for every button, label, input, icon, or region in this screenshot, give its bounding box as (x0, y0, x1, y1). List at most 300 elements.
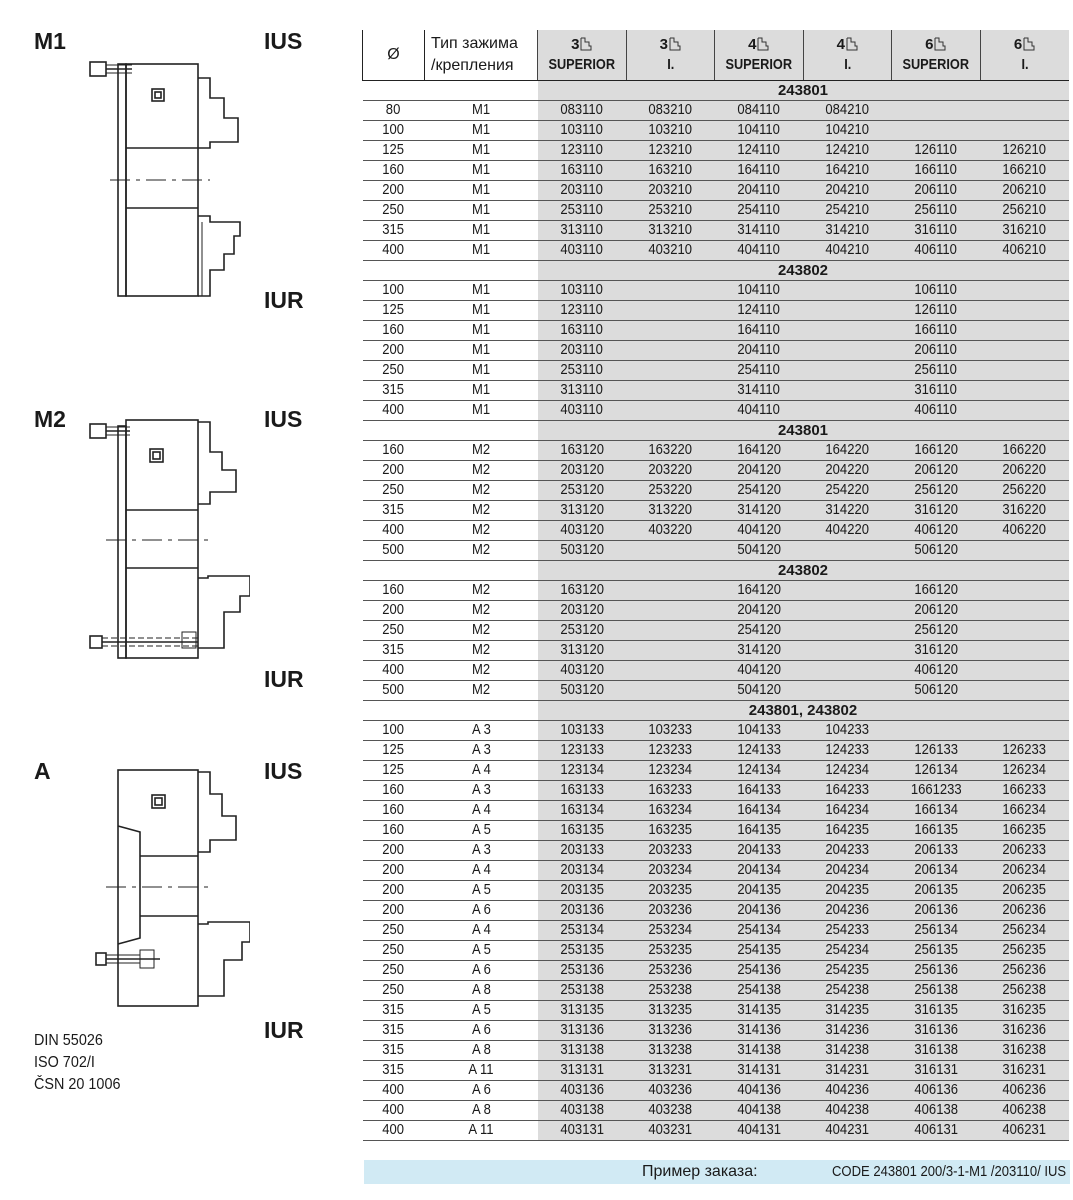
cell-text: M1 (471, 122, 491, 138)
code-cell (715, 361, 804, 381)
code-cell (626, 1101, 715, 1121)
cell-text: 206133 (913, 842, 958, 858)
code-cell (538, 1001, 627, 1021)
diameter-cell (363, 501, 425, 521)
code-cell (626, 281, 715, 301)
cell-text: 406231 (1002, 1122, 1047, 1138)
code-cell (892, 361, 981, 381)
table-row (363, 461, 1069, 481)
cell-text: 400 (382, 242, 405, 258)
code-cell (892, 901, 981, 921)
code-cell (803, 301, 892, 321)
cell-text: 254235 (825, 962, 870, 978)
cell-text: 254238 (825, 982, 870, 998)
diameter-cell (363, 441, 425, 461)
cell-text: 256235 (1002, 942, 1047, 958)
cell-text: 084210 (825, 102, 870, 118)
code-cell (538, 1041, 627, 1061)
code-cell (980, 1081, 1069, 1101)
table-group-header (363, 421, 1069, 441)
code-cell (626, 501, 715, 521)
cell-text: 203233 (648, 842, 693, 858)
table-group-header (363, 81, 1069, 101)
cell-text: 404110 (737, 242, 781, 258)
cell-text: 400 (382, 1102, 405, 1118)
jaw-count: 6 (1013, 36, 1023, 53)
diameter-cell (363, 921, 425, 941)
table-row (363, 781, 1069, 801)
code-cell (892, 881, 981, 901)
cell-text: M1 (471, 302, 491, 318)
code-cell (538, 901, 627, 921)
cell-text: 084110 (737, 102, 781, 118)
table-row (363, 521, 1069, 541)
code-cell (715, 401, 804, 421)
cell-text: 203120 (559, 462, 604, 478)
code-cell (626, 481, 715, 501)
chuck-drawing-m2 (80, 418, 250, 668)
cell-text: 315 (382, 382, 405, 398)
cell-text: 503120 (559, 682, 604, 698)
clamp-type-cell (425, 921, 538, 941)
cell-text: 313110 (560, 222, 604, 238)
code-cell (538, 341, 627, 361)
diameter-cell (363, 321, 425, 341)
cell-text: 104110 (737, 122, 781, 138)
code-cell (892, 801, 981, 821)
cell-text: 80 (386, 102, 401, 118)
jaw-count: 4 (836, 36, 845, 53)
cell-text: 160 (382, 802, 405, 818)
code-cell (980, 821, 1069, 841)
cell-text: 403210 (648, 242, 693, 258)
cell-text: 163120 (559, 582, 604, 598)
cell-text: 100 (382, 122, 405, 138)
cell-text: 100 (382, 722, 405, 738)
cell-text: 313120 (559, 502, 604, 518)
jaw-version: SUPERIOR (548, 56, 616, 73)
diameter-cell (363, 781, 425, 801)
cell-text: 400 (382, 1082, 405, 1098)
cell-text: 250 (382, 362, 405, 378)
cell-text: 206234 (1002, 862, 1047, 878)
code-cell (892, 381, 981, 401)
cell-text: M1 (471, 162, 491, 178)
cell-text: A 11 (468, 1122, 494, 1138)
code-cell (715, 141, 804, 161)
cell-text: 256110 (914, 202, 958, 218)
code-cell (803, 161, 892, 181)
cell-text: 254120 (736, 622, 781, 638)
code-cell (626, 381, 715, 401)
code-cell (892, 521, 981, 541)
code-cell (980, 761, 1069, 781)
cell-text: 406238 (1002, 1102, 1047, 1118)
code-cell (892, 921, 981, 941)
cell-text: 124233 (825, 742, 870, 758)
clamp-type-cell (425, 581, 538, 601)
code-cell (626, 301, 715, 321)
diameter-cell (363, 541, 425, 561)
table-row (363, 1021, 1069, 1041)
cell-text: 166120 (913, 442, 958, 458)
table-row (363, 161, 1069, 181)
cell-text: 1661233 (910, 782, 962, 798)
code-cell (803, 401, 892, 421)
cell-text: 206210 (1002, 182, 1047, 198)
cell-text: 200 (382, 882, 405, 898)
cell-text: 125 (382, 142, 405, 158)
table-row (363, 181, 1069, 201)
cell-text: M2 (471, 682, 491, 698)
code-cell (803, 681, 892, 701)
cell-text: A 3 (471, 722, 491, 738)
clamp-type-cell (425, 541, 538, 561)
clamp-type-cell (425, 281, 538, 301)
diameter-cell (363, 641, 425, 661)
cell-text: 254136 (736, 962, 781, 978)
cell-text: 403110 (560, 242, 604, 258)
cell-text: 253110 (560, 202, 604, 218)
code-cell (980, 981, 1069, 1001)
cell-text: A 6 (471, 1022, 491, 1038)
code-cell (892, 821, 981, 841)
jaw-count: 3 (659, 36, 668, 53)
code-cell (715, 981, 804, 1001)
diameter-cell (363, 721, 425, 741)
code-cell (715, 741, 804, 761)
code-cell (803, 361, 892, 381)
cell-text: 404131 (736, 1122, 781, 1138)
code-cell (803, 321, 892, 341)
cell-text: 204120 (736, 602, 781, 618)
clamp-type-cell (425, 161, 538, 181)
code-cell (626, 781, 715, 801)
cell-text: 403236 (648, 1082, 693, 1098)
cell-text: 316120 (913, 502, 958, 518)
code-cell (626, 841, 715, 861)
code-cell (980, 901, 1069, 921)
diameter-cell (363, 961, 425, 981)
code-cell (803, 141, 892, 161)
table-row (363, 801, 1069, 821)
cell-text: 126134 (913, 762, 958, 778)
code-cell (803, 221, 892, 241)
cell-text: 126133 (913, 742, 958, 758)
code-cell (626, 241, 715, 261)
code-cell (892, 181, 981, 201)
code-cell (626, 981, 715, 1001)
cell-text: 166134 (913, 802, 958, 818)
cell-text: 504120 (736, 682, 781, 698)
code-cell (538, 401, 627, 421)
code-cell (980, 641, 1069, 661)
cell-text: M2 (471, 462, 491, 478)
jaw-version: I. (843, 56, 851, 73)
table-row (363, 861, 1069, 881)
cell-text: 166234 (1002, 802, 1047, 818)
code-cell (892, 301, 981, 321)
code-cell (980, 721, 1069, 741)
code-cell (626, 681, 715, 701)
code-cell (715, 341, 804, 361)
code-cell (538, 241, 627, 261)
cell-text: 404136 (736, 1082, 781, 1098)
code-cell (980, 201, 1069, 221)
cell-text: 103210 (648, 122, 693, 138)
table-row (363, 921, 1069, 941)
cell-text: A 11 (468, 1062, 494, 1078)
ius-label-a: IUS (264, 758, 303, 784)
cell-text: M1 (471, 342, 491, 358)
cell-text: 403110 (560, 402, 604, 418)
cell-text: 163220 (648, 442, 693, 458)
cell-text: 314135 (736, 1002, 781, 1018)
iur-label-m2: IUR (264, 666, 304, 692)
code-cell (803, 881, 892, 901)
code-cell (980, 321, 1069, 341)
cell-text: 126110 (914, 302, 958, 318)
code-cell (538, 141, 627, 161)
diameter-cell (363, 401, 425, 421)
code-cell (892, 481, 981, 501)
diameter-cell (363, 1021, 425, 1041)
cell-text: M1 (471, 362, 491, 378)
cell-text: 250 (382, 922, 405, 938)
code-cell (715, 1081, 804, 1101)
jaw-version: SUPERIOR (725, 56, 793, 73)
cell-text: 403238 (648, 1102, 693, 1118)
clamp-type-cell (425, 121, 538, 141)
cell-text: 256120 (913, 622, 958, 638)
code-cell (803, 921, 892, 941)
column-header-6-i (980, 30, 1069, 81)
cell-text: 400 (382, 1122, 405, 1138)
code-cell (892, 1021, 981, 1041)
cell-text: M2 (471, 602, 491, 618)
code-cell (715, 761, 804, 781)
cell-text: 500 (382, 682, 405, 698)
cell-text: 256238 (1002, 982, 1047, 998)
cell-text: 406110 (914, 242, 958, 258)
cell-text: 166135 (913, 822, 958, 838)
code-cell (538, 761, 627, 781)
cell-text: 203136 (559, 902, 604, 918)
code-cell (538, 441, 627, 461)
cell-text: 404138 (736, 1102, 781, 1118)
code-cell (626, 601, 715, 621)
code-cell (803, 1041, 892, 1061)
code-cell (626, 821, 715, 841)
column-header-4-superior (715, 30, 804, 81)
cell-text: 314210 (825, 222, 870, 238)
code-cell (803, 941, 892, 961)
cell-text: M2 (471, 642, 491, 658)
code-cell (980, 621, 1069, 641)
cell-text: 200 (382, 862, 405, 878)
cell-text: A 6 (471, 1082, 491, 1098)
code-cell (538, 1061, 627, 1081)
cell-text: 164110 (737, 162, 781, 178)
clamp-type-cell (425, 461, 538, 481)
code-cell (626, 221, 715, 241)
code-cell (980, 181, 1069, 201)
code-cell (803, 741, 892, 761)
cell-text: 253120 (559, 482, 604, 498)
cell-text: 206235 (1002, 882, 1047, 898)
diameter-cell (363, 141, 425, 161)
diameter-cell (363, 181, 425, 201)
clamp-type-cell (425, 681, 538, 701)
code-cell (715, 201, 804, 221)
code-cell (980, 1041, 1069, 1061)
chuck-code-table (362, 30, 1069, 1141)
diameter-cell (363, 581, 425, 601)
code-cell (626, 961, 715, 981)
code-cell (892, 981, 981, 1001)
table-row (363, 981, 1069, 1001)
cell-text: 206120 (913, 462, 958, 478)
cell-text: M1 (471, 282, 491, 298)
diameter-cell (363, 221, 425, 241)
code-cell (538, 741, 627, 761)
cell-text: 403120 (559, 662, 604, 678)
table-row (363, 101, 1069, 121)
cell-text: 164235 (825, 822, 870, 838)
diameter-cell (363, 1121, 425, 1141)
code-cell (715, 681, 804, 701)
code-cell (715, 161, 804, 181)
code-cell (980, 881, 1069, 901)
diameter-cell (363, 481, 425, 501)
cell-text: 314220 (825, 502, 870, 518)
cell-text: 123133 (559, 742, 604, 758)
cell-text: 253136 (559, 962, 604, 978)
code-cell (803, 801, 892, 821)
code-cell (980, 921, 1069, 941)
cell-text: 403231 (648, 1122, 693, 1138)
clamp-type-cell (425, 1061, 538, 1081)
cell-text: 253110 (560, 362, 604, 378)
cell-text: 250 (382, 962, 405, 978)
group-title: 243802 (538, 561, 1069, 581)
cell-text: 124234 (825, 762, 870, 778)
cell-text: 204136 (736, 902, 781, 918)
code-cell (626, 1021, 715, 1041)
code-cell (715, 1001, 804, 1021)
diameter-cell (363, 1041, 425, 1061)
code-cell (626, 901, 715, 921)
cell-text: 204134 (736, 862, 781, 878)
code-cell (980, 681, 1069, 701)
cell-text: 200 (382, 182, 405, 198)
cell-text: 403138 (559, 1102, 604, 1118)
jaw-version: I. (1020, 56, 1029, 73)
cell-text: 206233 (1002, 842, 1047, 858)
cell-text: 126110 (914, 142, 958, 158)
code-cell (715, 1121, 804, 1141)
cell-text: 203134 (559, 862, 604, 878)
cell-text: M2 (471, 482, 491, 498)
code-cell (980, 801, 1069, 821)
table-row (363, 281, 1069, 301)
cell-text: 256120 (913, 482, 958, 498)
cell-text: M1 (471, 142, 491, 158)
cell-text: 314238 (825, 1042, 870, 1058)
code-cell (626, 621, 715, 641)
table-header-row (363, 30, 1069, 81)
cell-text: A 3 (471, 782, 491, 798)
group-header-blank (363, 421, 538, 441)
code-cell (626, 581, 715, 601)
code-cell (715, 321, 804, 341)
code-cell (538, 481, 627, 501)
code-cell (715, 821, 804, 841)
clamp-type-cell (425, 961, 538, 981)
group-title: 243802 (538, 261, 1069, 281)
code-cell (538, 721, 627, 741)
cell-text: 166110 (914, 162, 958, 178)
diameter-header: Ø (363, 30, 425, 81)
jaw-version: SUPERIOR (902, 56, 970, 73)
cell-text: 126233 (1002, 742, 1047, 758)
cell-text: 314120 (736, 502, 781, 518)
cell-text: 500 (382, 542, 405, 558)
group-header-blank (363, 701, 538, 721)
cell-text: 204235 (825, 882, 870, 898)
code-cell (715, 601, 804, 621)
code-cell (892, 1041, 981, 1061)
cell-text: 406120 (913, 662, 958, 678)
cell-text: 253220 (648, 482, 693, 498)
cell-text: 403136 (559, 1082, 604, 1098)
code-cell (538, 541, 627, 561)
code-cell (980, 1101, 1069, 1121)
cell-text: 256210 (1002, 202, 1047, 218)
mount-type-m2-label: M2 (34, 406, 66, 432)
cell-text: 206135 (913, 882, 958, 898)
code-cell (626, 141, 715, 161)
cell-text: 103110 (560, 282, 604, 298)
code-cell (892, 241, 981, 261)
jaw-icon (1023, 37, 1035, 51)
cell-text: M2 (471, 522, 491, 538)
code-cell (538, 961, 627, 981)
code-cell (980, 501, 1069, 521)
code-cell (626, 921, 715, 941)
clamp-type-cell (425, 441, 538, 461)
cell-text: 104110 (737, 282, 781, 298)
code-cell (715, 181, 804, 201)
code-cell (980, 121, 1069, 141)
code-cell (715, 941, 804, 961)
jaw-icon (846, 37, 858, 51)
clamp-type-cell (425, 341, 538, 361)
code-cell (892, 1101, 981, 1121)
group-header-blank (363, 261, 538, 281)
table-row (363, 1061, 1069, 1081)
cell-text: 166210 (1002, 162, 1047, 178)
clamp-type-header-line1: Тип зажима (431, 35, 518, 52)
code-cell (892, 961, 981, 981)
cell-text: 166120 (913, 582, 958, 598)
clamp-type-cell (425, 1021, 538, 1041)
cell-text: 123233 (648, 742, 693, 758)
table-row (363, 821, 1069, 841)
code-cell (892, 1061, 981, 1081)
code-cell (803, 481, 892, 501)
code-cell (626, 1081, 715, 1101)
